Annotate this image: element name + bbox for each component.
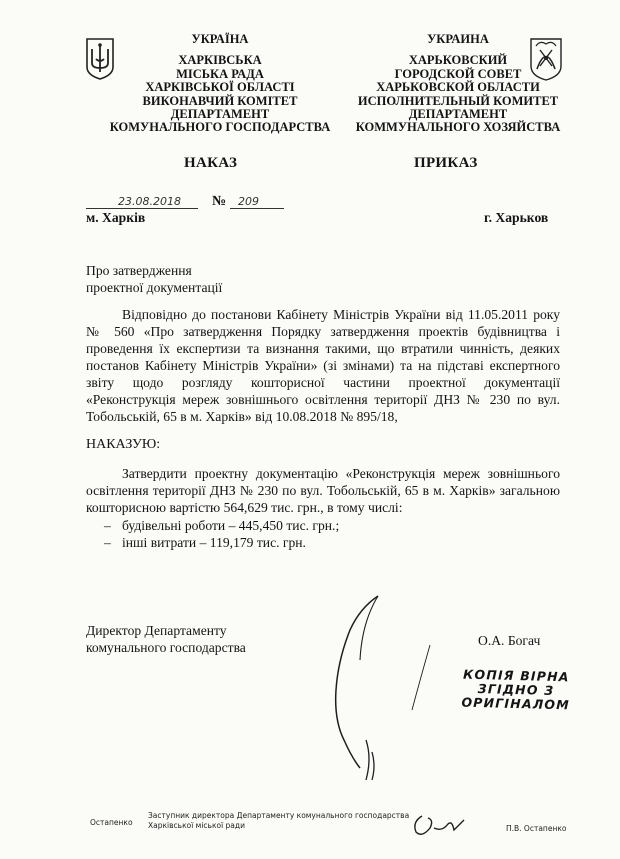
subject-line-1: Про затвердження	[86, 263, 192, 278]
stamp-line-1: КОПІЯ ВІРНА	[462, 666, 570, 685]
header-right-council: ГОРОДСКОЙ СОВЕТ	[394, 66, 522, 81]
order-number: 209	[238, 195, 259, 208]
cost-item-other: – інші витрати – 119,179 тис. грн.	[104, 534, 504, 551]
header-left-city: ХАРКІВСЬКА	[178, 53, 262, 68]
header-left-department: ДЕПАРТАМЕНТ	[170, 107, 270, 122]
doc-title-ua: НАКАЗ	[184, 155, 238, 171]
order-date: 23.08.2018	[118, 195, 181, 208]
subject	[86, 262, 222, 296]
subject-line-2: проектної документації	[86, 280, 223, 295]
signatory-position	[86, 622, 246, 656]
signatory-position-line-2: комунального господарства	[86, 640, 246, 655]
header-left-region: ХАРКІВСЬКОЇ ОБЛАСТІ	[145, 80, 295, 95]
header-left	[100, 33, 340, 135]
city-ua: м. Харків	[86, 210, 146, 225]
footer-position	[148, 811, 409, 831]
footer-position-line-1: Заступник директора Департаменту комунального господарства	[148, 811, 410, 820]
header-right-region: ХАРЬКОВСКОЙ ОБЛАСТИ	[376, 80, 540, 95]
signatory-name: О.А. Богач	[478, 633, 541, 648]
stamp-line-3: ОРИГІНАЛОМ	[461, 694, 571, 713]
header-right-department: ДЕПАРТАМЕНТ	[408, 107, 508, 122]
date-number-line	[86, 195, 286, 211]
decision-paragraph: Затвердити проектну документацію «Реконструкція мереж зовнішнього освітлення території ДНЗ № 230 по вул. Тобольській, 65 в м. Харків» загальною кошторисною вартістю 564,629 тис. грн., в тому числі:	[86, 466, 560, 515]
header-right-department-name: КОММУНАЛЬНОГО ХОЗЯЙСТВА	[355, 120, 561, 135]
copy-stamp	[455, 667, 576, 712]
header-left-committee: ВИКОНАВЧИЙ КОМІТЕТ	[142, 93, 298, 108]
deputy-signature	[408, 806, 468, 842]
city-ru: г. Харьков	[484, 210, 549, 225]
cost-items-list	[104, 517, 504, 551]
order-word: НАКАЗУЮ:	[86, 437, 161, 452]
number-label: №	[212, 194, 227, 209]
header-right	[338, 33, 578, 135]
cost-item-construction: – будівельні роботи – 445,450 тис. грн.;	[104, 517, 504, 534]
header-left-council: МІСЬКА РАДА	[176, 66, 264, 81]
footer-position-line-2: Харківської міської ради	[148, 821, 245, 830]
header-right-committee: ИСПОЛНИТЕЛЬНЫЙ КОМИТЕТ	[357, 93, 559, 108]
header-left-country: УКРАЇНА	[191, 32, 249, 46]
header-left-department-name: КОМУНАЛЬНОГО ГОСПОДАРСТВА	[109, 120, 331, 135]
header-right-city: ХАРЬКОВСКИЙ	[408, 53, 508, 68]
doc-title-ru: ПРИКАЗ	[414, 155, 478, 171]
footer-right-name: П.В. Остапенко	[506, 824, 567, 833]
stamp-line-2: ЗГІДНО З	[477, 681, 555, 698]
director-signature	[300, 590, 450, 790]
header-right-country: УКРАИНА	[427, 32, 489, 46]
preamble-paragraph: Відповідно до постанови Кабінету Міністрів України від 11.05.2011 року № 560 «Про затвердження Порядку затвердження проектів будівництва і проведення їх експертизи та визнання такими, що втратили чинність, деяких постанов Кабінету Міністрів України» (зі змінами) та на підставі експертного звіту щодо розгляду кошторисної частини проектної документації «Реконструкція мереж зовнішнього освітлення території ДНЗ № 230 по вул. Тобольській, 65 в м. Харків» від 10.08.2018 № 895/18,	[86, 307, 560, 424]
signatory-position-line-1: Директор Департаменту	[86, 623, 227, 638]
footer-left-name: Остапенко	[90, 818, 133, 827]
